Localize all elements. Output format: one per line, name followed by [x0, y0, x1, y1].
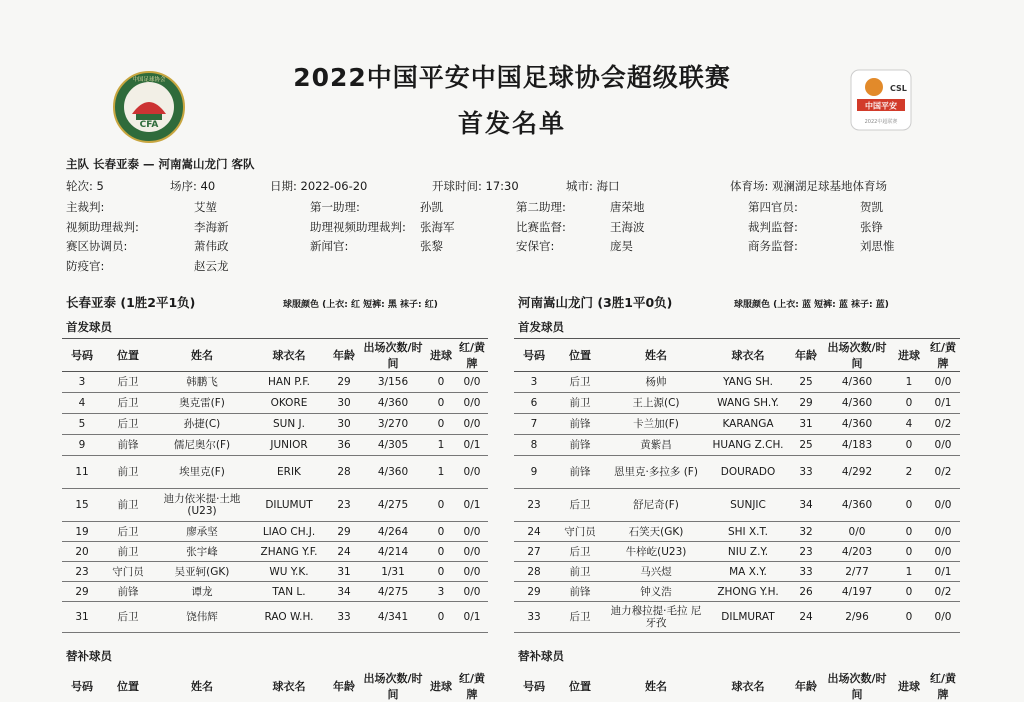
player-cell: 前卫	[102, 456, 154, 489]
player-row	[62, 435, 488, 456]
player-cell: 29	[62, 582, 102, 602]
player-cell: 0/0	[456, 542, 488, 562]
column-header: 位置	[569, 680, 591, 693]
player-cell: 6	[514, 393, 554, 414]
player-cell: 0	[426, 562, 456, 582]
svg-text:CSL: CSL	[890, 84, 907, 93]
player-cell: 36	[328, 435, 360, 456]
player-cell: 0	[892, 582, 926, 602]
player-cell: 0/1	[926, 393, 960, 414]
player-row	[514, 522, 960, 542]
player-cell: 32	[790, 522, 822, 542]
column-header: 年龄	[790, 339, 822, 372]
player-cell: 0	[892, 522, 926, 542]
player-cell: DOURADO	[706, 456, 790, 489]
player-cell: 4/203	[822, 542, 892, 562]
column-header: 进球	[898, 680, 920, 693]
player-cell: 4/275	[360, 489, 426, 522]
player-cell: 23	[790, 542, 822, 562]
player-row	[62, 602, 488, 633]
teams-line: 主队 长春亚泰 — 河南嵩山龙门 客队	[66, 157, 255, 171]
player-cell: 31	[328, 562, 360, 582]
column-header: 姓名	[645, 680, 667, 693]
player-cell: 8	[514, 435, 554, 456]
player-row	[62, 414, 488, 435]
player-cell: 0/0	[456, 582, 488, 602]
away-subs-header	[514, 670, 960, 702]
column-header: 出场次数/时间	[363, 672, 423, 701]
player-cell: 1/31	[360, 562, 426, 582]
player-cell: 0	[426, 393, 456, 414]
official-name: 李海新	[194, 220, 229, 234]
player-row	[62, 522, 488, 542]
player-row	[62, 562, 488, 582]
player-cell: ZHANG Y.F.	[250, 542, 328, 562]
home-subs-label: 替补球员	[66, 649, 112, 663]
official-label: 商务监督:	[748, 239, 798, 253]
column-header: 进球	[426, 339, 456, 372]
player-cell: 前锋	[554, 456, 606, 489]
player-cell: 4/275	[360, 582, 426, 602]
player-row	[514, 562, 960, 582]
column-header: 球衣名	[706, 339, 790, 372]
player-cell: 钟义浩	[606, 582, 706, 602]
player-cell: 马兴煜	[606, 562, 706, 582]
page-subtitle: 首发名单	[457, 109, 566, 138]
round: 轮次: 5	[66, 179, 104, 193]
official-name: 唐荣地	[610, 200, 645, 214]
player-cell: 26	[790, 582, 822, 602]
player-cell: 前卫	[554, 393, 606, 414]
player-cell: 王上源(C)	[606, 393, 706, 414]
player-cell: 1	[892, 562, 926, 582]
player-row	[514, 456, 960, 489]
player-cell: 0	[426, 372, 456, 393]
player-cell: 前锋	[554, 435, 606, 456]
player-row	[514, 393, 960, 414]
player-cell: 0	[426, 414, 456, 435]
player-cell: 4/360	[822, 372, 892, 393]
player-cell: 0/2	[926, 414, 960, 435]
svg-text:2022中超联赛: 2022中超联赛	[864, 119, 898, 125]
player-cell: 0/0	[456, 393, 488, 414]
player-cell: 0/1	[456, 435, 488, 456]
player-cell: 2/77	[822, 562, 892, 582]
player-cell: 4/360	[822, 393, 892, 414]
player-cell: 4/292	[822, 456, 892, 489]
player-cell: 后卫	[554, 489, 606, 522]
column-header: 姓名	[154, 339, 250, 372]
player-cell: 0/1	[456, 602, 488, 633]
player-row	[62, 393, 488, 414]
player-cell: 25	[790, 372, 822, 393]
player-cell: 0	[426, 602, 456, 633]
player-cell: 廖承坚	[154, 522, 250, 542]
player-cell: 4/341	[360, 602, 426, 633]
player-cell: DILUMUT	[250, 489, 328, 522]
player-cell: 0/0	[926, 489, 960, 522]
player-cell: 4/197	[822, 582, 892, 602]
player-cell: 28	[328, 456, 360, 489]
player-cell: WANG SH.Y.	[706, 393, 790, 414]
column-header: 红/黄牌	[458, 672, 486, 701]
player-cell: 0/0	[456, 522, 488, 542]
player-cell: YANG SH.	[706, 372, 790, 393]
player-row	[62, 372, 488, 393]
player-cell: 11	[62, 456, 102, 489]
player-row	[62, 456, 488, 489]
home-team-name: 长春亚泰 (1胜2平1负)	[66, 295, 196, 310]
player-cell: ZHONG Y.H.	[706, 582, 790, 602]
player-cell: 3/156	[360, 372, 426, 393]
player-cell: 0	[892, 542, 926, 562]
player-cell: 前卫	[554, 562, 606, 582]
player-cell: 杨帅	[606, 372, 706, 393]
player-cell: 33	[790, 456, 822, 489]
official-name: 赵云龙	[194, 259, 229, 273]
column-header: 位置	[117, 680, 139, 693]
player-cell: 23	[514, 489, 554, 522]
player-row	[62, 542, 488, 562]
player-cell: 0	[892, 602, 926, 633]
player-cell: 前卫	[102, 489, 154, 522]
player-cell: 0/0	[926, 372, 960, 393]
column-header: 号码	[71, 680, 93, 693]
official-name: 庞昊	[610, 239, 633, 253]
player-cell: 0/2	[926, 456, 960, 489]
player-cell: SHI X.T.	[706, 522, 790, 542]
column-header: 球衣名	[731, 680, 765, 693]
official-label: 主裁判:	[66, 200, 105, 214]
official-label: 视频助理裁判:	[66, 220, 139, 234]
player-row	[514, 489, 960, 522]
player-cell: 9	[62, 435, 102, 456]
player-cell: 后卫	[102, 393, 154, 414]
player-cell: 0	[426, 542, 456, 562]
official-name: 萧伟政	[194, 239, 229, 253]
player-cell: 吴亚轲(GK)	[154, 562, 250, 582]
player-cell: 31	[62, 602, 102, 633]
column-header: 红/黄牌	[456, 339, 488, 372]
player-cell: 30	[328, 393, 360, 414]
player-cell: RAO W.H.	[250, 602, 328, 633]
player-cell: TAN L.	[250, 582, 328, 602]
player-cell: 33	[514, 602, 554, 633]
player-cell: 2	[892, 456, 926, 489]
player-cell: 2/96	[822, 602, 892, 633]
official-label: 第一助理:	[310, 200, 360, 214]
away-subs-label: 替补球员	[518, 649, 564, 663]
player-cell: 3	[426, 582, 456, 602]
official-name: 王海波	[610, 220, 645, 234]
city: 城市: 海口	[566, 179, 620, 193]
player-cell: 奥克雷(F)	[154, 393, 250, 414]
player-cell: 24	[514, 522, 554, 542]
page-title: 2022中国平安中国足球协会超级联赛	[293, 63, 731, 92]
player-cell: 前锋	[102, 582, 154, 602]
player-cell: 25	[790, 435, 822, 456]
player-cell: 31	[790, 414, 822, 435]
player-cell: 4	[892, 414, 926, 435]
away-starters-label: 首发球员	[518, 320, 564, 334]
player-cell: 0/0	[456, 414, 488, 435]
player-row	[514, 582, 960, 602]
player-cell: 29	[328, 522, 360, 542]
player-cell: 4/360	[822, 414, 892, 435]
away-kit-colors: 球服颜色 (上衣: 蓝 短裤: 蓝 袜子: 蓝)	[734, 300, 889, 310]
player-cell: 9	[514, 456, 554, 489]
player-cell: 韩鹏飞	[154, 372, 250, 393]
player-cell: SUN J.	[250, 414, 328, 435]
official-name: 刘思惟	[860, 239, 895, 253]
player-cell: 0	[892, 435, 926, 456]
svg-text:中国足球协会: 中国足球协会	[132, 77, 166, 83]
player-cell: 0/0	[926, 602, 960, 633]
official-label: 第四官员:	[748, 200, 798, 214]
svg-text:中国平安: 中国平安	[865, 101, 897, 111]
player-cell: 24	[328, 542, 360, 562]
column-header: 位置	[554, 339, 606, 372]
player-cell: NIU Z.Y.	[706, 542, 790, 562]
column-header: 球衣名	[272, 680, 306, 693]
column-header: 姓名	[191, 680, 213, 693]
player-cell: 0/2	[926, 582, 960, 602]
player-cell: LIAO CH.J.	[250, 522, 328, 542]
player-cell: 恩里克·多拉多 (F)	[606, 456, 706, 489]
official-label: 防疫官:	[66, 259, 105, 273]
player-row	[62, 582, 488, 602]
official-name: 张黎	[420, 239, 443, 253]
column-header: 年龄	[328, 339, 360, 372]
column-header: 出场次数/时间	[822, 339, 892, 372]
player-cell: KARANGA	[706, 414, 790, 435]
player-cell: WU Y.K.	[250, 562, 328, 582]
player-cell: 后卫	[554, 602, 606, 633]
player-cell: 0/0	[926, 542, 960, 562]
player-cell: 0/0	[456, 562, 488, 582]
official-label: 助理视频助理裁判:	[310, 220, 406, 234]
official-name: 张铮	[860, 220, 883, 234]
player-cell: 前锋	[102, 435, 154, 456]
player-cell: 后卫	[102, 414, 154, 435]
player-cell: 后卫	[554, 372, 606, 393]
player-cell: 30	[328, 414, 360, 435]
player-cell: JUNIOR	[250, 435, 328, 456]
player-cell: 迪力依米提·土地 (U23)	[154, 489, 250, 522]
player-cell: DILMURAT	[706, 602, 790, 633]
player-cell: 1	[426, 456, 456, 489]
player-cell: 20	[62, 542, 102, 562]
player-row	[514, 414, 960, 435]
column-header: 年龄	[333, 680, 355, 693]
player-cell: 4/360	[822, 489, 892, 522]
player-cell: 34	[328, 582, 360, 602]
player-cell: 后卫	[102, 372, 154, 393]
player-cell: 23	[328, 489, 360, 522]
player-cell: 儒尼奥尔(F)	[154, 435, 250, 456]
home-starters-label: 首发球员	[66, 320, 112, 334]
player-cell: ERIK	[250, 456, 328, 489]
svg-text:CFA: CFA	[139, 120, 159, 130]
player-cell: 29	[514, 582, 554, 602]
official-label: 赛区协调员:	[66, 239, 128, 253]
player-cell: 0	[426, 522, 456, 542]
column-header: 姓名	[606, 339, 706, 372]
player-cell: HAN P.F.	[250, 372, 328, 393]
player-cell: 33	[790, 562, 822, 582]
player-cell: 守门员	[554, 522, 606, 542]
official-name: 张海军	[420, 220, 455, 234]
player-cell: 0/0	[456, 456, 488, 489]
column-header: 红/黄牌	[926, 339, 960, 372]
player-cell: 0/0	[926, 435, 960, 456]
player-cell: 石笑天(GK)	[606, 522, 706, 542]
player-cell: 牛梓屹(U23)	[606, 542, 706, 562]
player-cell: 0/0	[926, 522, 960, 542]
player-cell: MA X.Y.	[706, 562, 790, 582]
column-header: 号码	[62, 339, 102, 372]
player-cell: HUANG Z.CH.	[706, 435, 790, 456]
player-cell: 3/270	[360, 414, 426, 435]
player-row	[514, 542, 960, 562]
player-cell: 舒尼奇(F)	[606, 489, 706, 522]
kickoff-time: 开球时间: 17:30	[432, 179, 519, 193]
player-cell: 0	[892, 393, 926, 414]
stadium: 体育场: 观澜湖足球基地体育场	[730, 179, 888, 193]
column-header: 红/黄牌	[929, 672, 957, 701]
player-cell: 后卫	[102, 522, 154, 542]
column-header: 进球	[892, 339, 926, 372]
player-cell: 孙捷(C)	[154, 414, 250, 435]
player-cell: 守门员	[102, 562, 154, 582]
column-header: 出场次数/时间	[360, 339, 426, 372]
player-cell: 29	[328, 372, 360, 393]
official-label: 比赛监督:	[516, 220, 566, 234]
player-cell: 5	[62, 414, 102, 435]
player-cell: 1	[892, 372, 926, 393]
player-cell: SUNJIC	[706, 489, 790, 522]
player-cell: 0/0	[456, 372, 488, 393]
home-subs-header	[62, 670, 488, 702]
player-cell: 前锋	[554, 414, 606, 435]
column-header: 号码	[514, 339, 554, 372]
player-cell: 张宇峰	[154, 542, 250, 562]
player-cell: 28	[514, 562, 554, 582]
player-row	[514, 372, 960, 393]
player-cell: 15	[62, 489, 102, 522]
column-header: 号码	[523, 680, 545, 693]
player-cell: 前卫	[102, 542, 154, 562]
column-header: 球衣名	[250, 339, 328, 372]
player-cell: 后卫	[102, 602, 154, 633]
official-label: 安保官:	[516, 239, 555, 253]
official-label: 新闻官:	[310, 239, 349, 253]
column-header: 位置	[102, 339, 154, 372]
player-cell: 4/360	[360, 393, 426, 414]
player-cell: 迪力穆拉提·毛拉 尼牙孜	[606, 602, 706, 633]
player-cell: 4/264	[360, 522, 426, 542]
player-cell: 埃里克(F)	[154, 456, 250, 489]
home-roster-table	[62, 338, 488, 633]
column-header: 出场次数/时间	[827, 672, 887, 701]
player-row	[514, 435, 960, 456]
official-label: 第二助理:	[516, 200, 566, 214]
player-cell: 黄紫昌	[606, 435, 706, 456]
player-cell: 卡兰加(F)	[606, 414, 706, 435]
player-cell: 谭龙	[154, 582, 250, 602]
player-cell: 4/360	[360, 456, 426, 489]
player-cell: 29	[790, 393, 822, 414]
player-cell: 0/0	[822, 522, 892, 542]
home-kit-colors: 球服颜色 (上衣: 红 短裤: 黑 袜子: 红)	[283, 300, 438, 310]
player-cell: 24	[790, 602, 822, 633]
match-date: 日期: 2022-06-20	[270, 179, 368, 193]
player-cell: 前锋	[554, 582, 606, 602]
player-cell: 33	[328, 602, 360, 633]
official-name: 孙凯	[420, 200, 443, 214]
official-name: 贺凯	[860, 200, 883, 214]
player-cell: OKORE	[250, 393, 328, 414]
player-cell: 4/305	[360, 435, 426, 456]
official-label: 裁判监督:	[748, 220, 798, 234]
player-cell: 4/214	[360, 542, 426, 562]
player-cell: 0/1	[456, 489, 488, 522]
player-cell: 23	[62, 562, 102, 582]
player-cell: 27	[514, 542, 554, 562]
player-cell: 4	[62, 393, 102, 414]
player-cell: 1	[426, 435, 456, 456]
game-number: 场序: 40	[170, 179, 216, 193]
player-cell: 3	[62, 372, 102, 393]
player-cell: 0/1	[926, 562, 960, 582]
away-roster-table	[514, 338, 960, 633]
column-header: 年龄	[795, 680, 817, 693]
player-cell: 3	[514, 372, 554, 393]
player-cell: 0	[892, 489, 926, 522]
player-row	[514, 602, 960, 633]
player-cell: 后卫	[554, 542, 606, 562]
column-header: 进球	[430, 680, 452, 693]
player-cell: 34	[790, 489, 822, 522]
player-cell: 饶伟辉	[154, 602, 250, 633]
player-cell: 7	[514, 414, 554, 435]
player-cell: 4/183	[822, 435, 892, 456]
player-row	[62, 489, 488, 522]
player-cell: 19	[62, 522, 102, 542]
away-team-name: 河南嵩山龙门 (3胜1平0负)	[518, 295, 673, 310]
player-cell: 0	[426, 489, 456, 522]
official-name: 艾堃	[194, 200, 217, 214]
